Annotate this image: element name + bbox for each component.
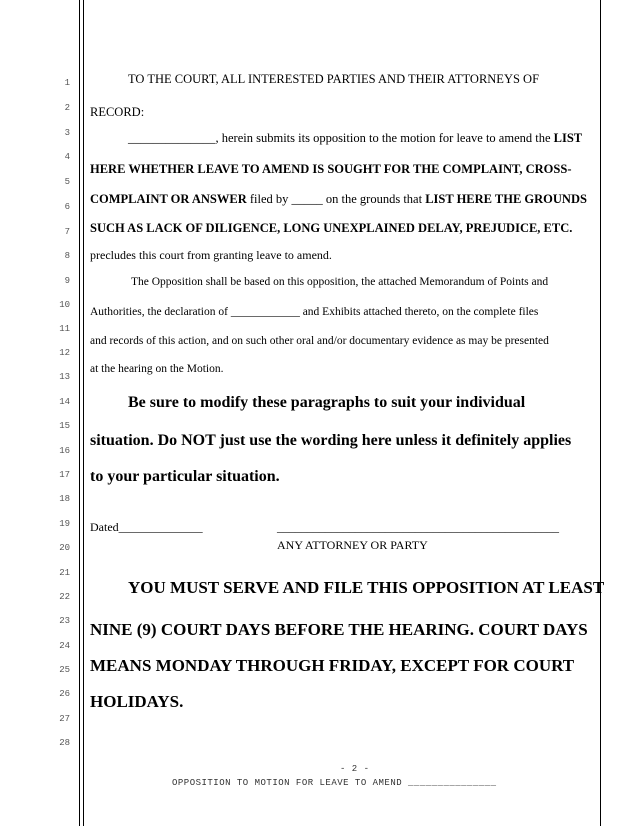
warning-line-3: MEANS MONDAY THROUGH FRIDAY, EXCEPT FOR COURT xyxy=(90,656,575,675)
opposition-line-5: precludes this court from granting leave to amend. xyxy=(90,248,332,262)
line-number: 6 xyxy=(64,202,70,212)
line-number: 22 xyxy=(59,592,70,602)
dated-field: Dated______________ xyxy=(90,520,203,534)
address-line-1: TO THE COURT, ALL INTERESTED PARTIES AND THEIR ATTORNEYS OF xyxy=(128,72,540,86)
address-line-2: RECORD: xyxy=(90,105,145,119)
line-number: 19 xyxy=(59,519,70,529)
line-number: 7 xyxy=(64,227,70,237)
line-number: 17 xyxy=(59,470,70,480)
line-number: 26 xyxy=(59,689,70,699)
warning-line-4: HOLIDAYS. xyxy=(90,692,184,711)
line-number: 12 xyxy=(59,348,70,358)
margin-rule-left-1 xyxy=(79,0,80,826)
line-number: 15 xyxy=(59,421,70,431)
line-number: 21 xyxy=(59,568,70,578)
line-number: 23 xyxy=(59,616,70,626)
opposition-line-3 xyxy=(90,192,587,207)
warning-line-2: NINE (9) COURT DAYS BEFORE THE HEARING. COURT DAYS xyxy=(90,620,588,639)
line-number: 9 xyxy=(64,276,70,286)
placeholder-instruction: LIST xyxy=(553,131,583,145)
line-number: 10 xyxy=(59,300,70,310)
basis-line-1: The Opposition shall be based on this opposition, the attached Memorandum of Points and xyxy=(131,276,549,288)
warning-line-1: YOU MUST SERVE AND FILE THIS OPPOSITION AT LEAST xyxy=(128,578,605,597)
line-number: 4 xyxy=(64,152,70,162)
footer-title: OPPOSITION TO MOTION FOR LEAVE TO AMEND _______________ xyxy=(172,778,497,788)
line-number: 11 xyxy=(59,324,70,334)
line-number: 1 xyxy=(64,78,70,88)
basis-line-4: at the hearing on the Motion. xyxy=(90,363,224,375)
signature-label: ANY ATTORNEY OR PARTY xyxy=(277,538,428,552)
opposition-line-1 xyxy=(128,131,582,146)
opposition-text: ______________, herein submits its opposition to the motion for leave to amend the xyxy=(128,131,554,145)
opposition-line-4: SUCH AS LACK OF DILIGENCE, LONG UNEXPLAINED DELAY, PREJUDICE, ETC. xyxy=(90,221,573,235)
line-number: 18 xyxy=(59,494,70,504)
line-number: 28 xyxy=(59,738,70,748)
line-number: 27 xyxy=(59,714,70,724)
basis-line-2: Authorities, the declaration of ____________ and Exhibits attached thereto, on the complete files xyxy=(90,306,539,318)
margin-rule-left-2 xyxy=(83,0,84,826)
line-number: 14 xyxy=(59,397,70,407)
note-line-3: to your particular situation. xyxy=(90,468,280,485)
opposition-line-2: HERE WHETHER LEAVE TO AMEND IS SOUGHT FOR THE COMPLAINT, CROSS- xyxy=(90,162,572,176)
line-number: 2 xyxy=(64,103,70,113)
line-number: 5 xyxy=(64,177,70,187)
placeholder-instruction: COMPLAINT OR ANSWER xyxy=(90,192,247,206)
line-number: 8 xyxy=(64,251,70,261)
placeholder-instruction: LIST HERE THE GROUNDS xyxy=(425,192,587,206)
page-number: - 2 - xyxy=(340,764,370,774)
line-number: 24 xyxy=(59,641,70,651)
opposition-text: filed by _____ on the grounds that xyxy=(246,192,426,206)
note-line-2: situation. Do NOT just use the wording here unless it definitely applies xyxy=(90,432,572,449)
line-number: 16 xyxy=(59,446,70,456)
line-number: 13 xyxy=(59,372,70,382)
basis-line-3: and records of this action, and on such other oral and/or documentary evidence as may be presented xyxy=(90,335,549,347)
line-number: 25 xyxy=(59,665,70,675)
line-number: 20 xyxy=(59,543,70,553)
margin-rule-right xyxy=(600,0,601,826)
note-line-1: Be sure to modify these paragraphs to suit your individual xyxy=(128,394,526,411)
line-number: 3 xyxy=(64,128,70,138)
signature-line: _______________________________________________ xyxy=(277,520,559,534)
